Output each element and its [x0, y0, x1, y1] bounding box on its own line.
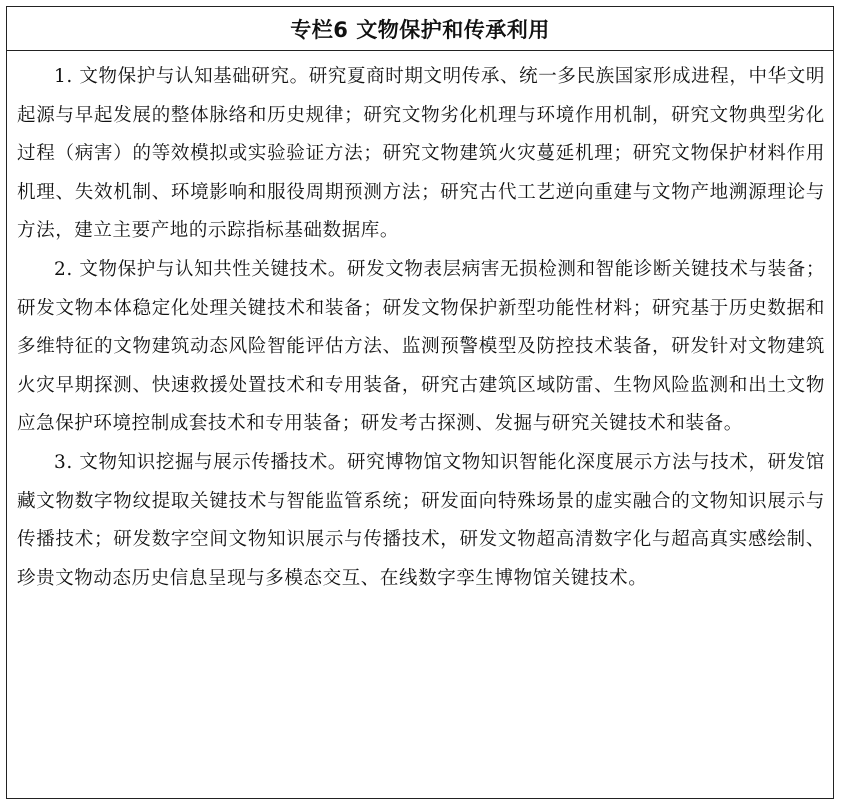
column-content [7, 51, 833, 598]
paragraph-knowledge-dissemination: 3. 文物知识挖掘与展示传播技术。研究博物馆文物知识智能化深度展示方法与技术，研发馆藏文物数字物纹提取关键技术与智能监管系统；研发面向特殊场景的虚实融合的文物知识展示与传播技术；研发数字空间文物知识展示与传播技术，研发文物超高清数字化与超高真实感绘制、珍贵文物动态历史信息呈现与多模态交互、在线数字孪生博物馆关键技术。 [17, 451, 825, 589]
paragraph-basic-research: 1. 文物保护与认知基础研究。研究夏商时期文明传承、统一多民族国家形成进程，中华文明起源与早起发展的整体脉络和历史规律；研究文物劣化机理与环境作用机制，研究文物典型劣化过程（病害）的等效模拟或实验验证方法；研究文物建筑火灾蔓延机理；研究文物保护材料作用机理、失效机制、环境影响和服役周期预测方法；研究古代工艺逆向重建与文物产地溯源理论与方法，建立主要产地的示踪指标基础数据库。 [17, 66, 825, 242]
paragraph-key-technologies: 2. 文物保护与认知共性关键技术。研发文物表层病害无损检测和智能诊断关键技术与装备；研发文物本体稳定化处理关键技术和装备；研发文物保护新型功能性材料；研究基于历史数据和多维特征的文物建筑动态风险智能评估方法、监测预警模型及防控技术装备，研发针对文物建筑火灾早期探测、快速救援处置技术和专用装备，研究古建筑区域防雷、生物风险监测和出土文物应急保护环境控制成套技术和专用装备；研发考古探测、发掘与研究关键技术和装备。 [17, 258, 825, 435]
column-box [6, 6, 834, 799]
column-title: 专栏6 文物保护和传承利用 [290, 17, 550, 42]
column-header [7, 7, 833, 51]
